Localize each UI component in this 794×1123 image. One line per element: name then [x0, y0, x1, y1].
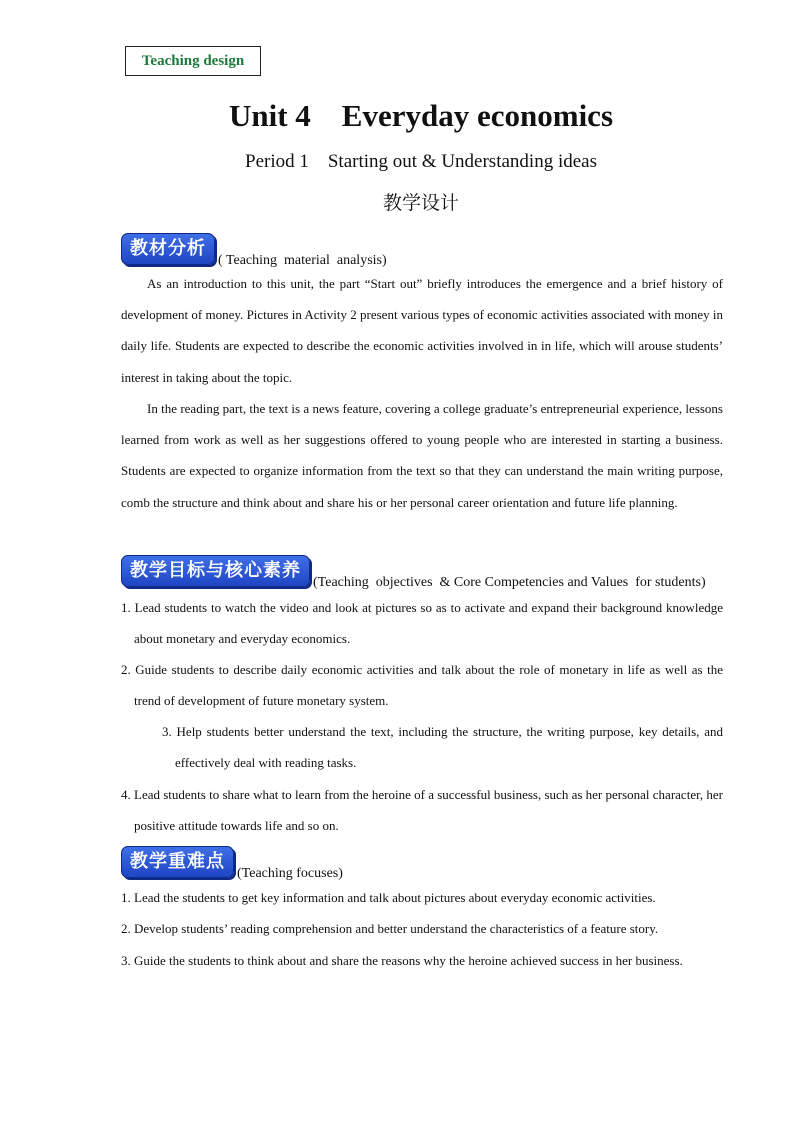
chinese-title: 教学设计 — [382, 192, 459, 214]
objective-item: 4. Lead students to share what to learn from the heroine of a successful business, such as her personal character, her positive attitude towards life and so on. — [121, 787, 723, 833]
objective-item: 1. Lead students to watch the video and look at pictures so as to activate and expand their background knowledge about monetary and everyday economics. — [121, 600, 723, 646]
material-analysis-label: ( Teaching material analysis) — [218, 253, 387, 268]
unit-title: Unit 4 Everyday economics — [228, 98, 614, 133]
material-paragraph-1: As an introduction to this unit, the part “Start out” briefly introduces the emergence and a brief history of development of money. Pictures in Activity 2 present various types of economic activities associated with money in daily life. Students are expected to describe the economic activities involved in in life, which will arouse students’ interest in taking about the topic. — [121, 276, 723, 385]
focuses-header — [121, 846, 343, 881]
material-paragraph-2: In the reading part, the text is a news feature, covering a college graduate’s entrepreneurial experience, lessons learned from work as well as her suggestions offered to young people who are interested in starting a business. Students are expected to organize information from the text so that they can understand the main writing purpose, comb the structure and think about and share his or her personal career orientation and future life planning. — [121, 401, 723, 510]
focuses-label: (Teaching focuses) — [237, 866, 343, 881]
focus-item: 2. Develop students’ reading comprehension and better understand the characteristics of a feature story. — [121, 921, 659, 936]
objective-item: 2. Guide students to describe daily economic activities and talk about the role of monetary in life as well as the trend of development of future monetary system. — [121, 662, 723, 708]
focus-item: 1. Lead the students to get key information and talk about pictures about everyday economic activities. — [121, 890, 656, 905]
material-analysis-header — [121, 233, 387, 268]
period-subtitle: Period 1 Starting out & Understanding ideas — [245, 151, 597, 172]
material-analysis-badge: 教材分析 — [121, 233, 215, 265]
objectives-header — [121, 555, 706, 590]
focuses-badge: 教学重难点 — [121, 846, 234, 878]
objectives-badge: 教学目标与核心素养 — [121, 555, 310, 587]
teaching-design-tag: Teaching design — [125, 46, 261, 76]
objectives-label: (Teaching objectives & Core Competencies and Values for students) — [313, 575, 706, 590]
objective-item: 3. Help students better understand the text, including the structure, the writing purpose, key details, and effectively deal with reading tasks. — [162, 724, 723, 770]
focus-item: 3. Guide the students to think about and share the reasons why the heroine achieved success in her business. — [121, 953, 683, 968]
